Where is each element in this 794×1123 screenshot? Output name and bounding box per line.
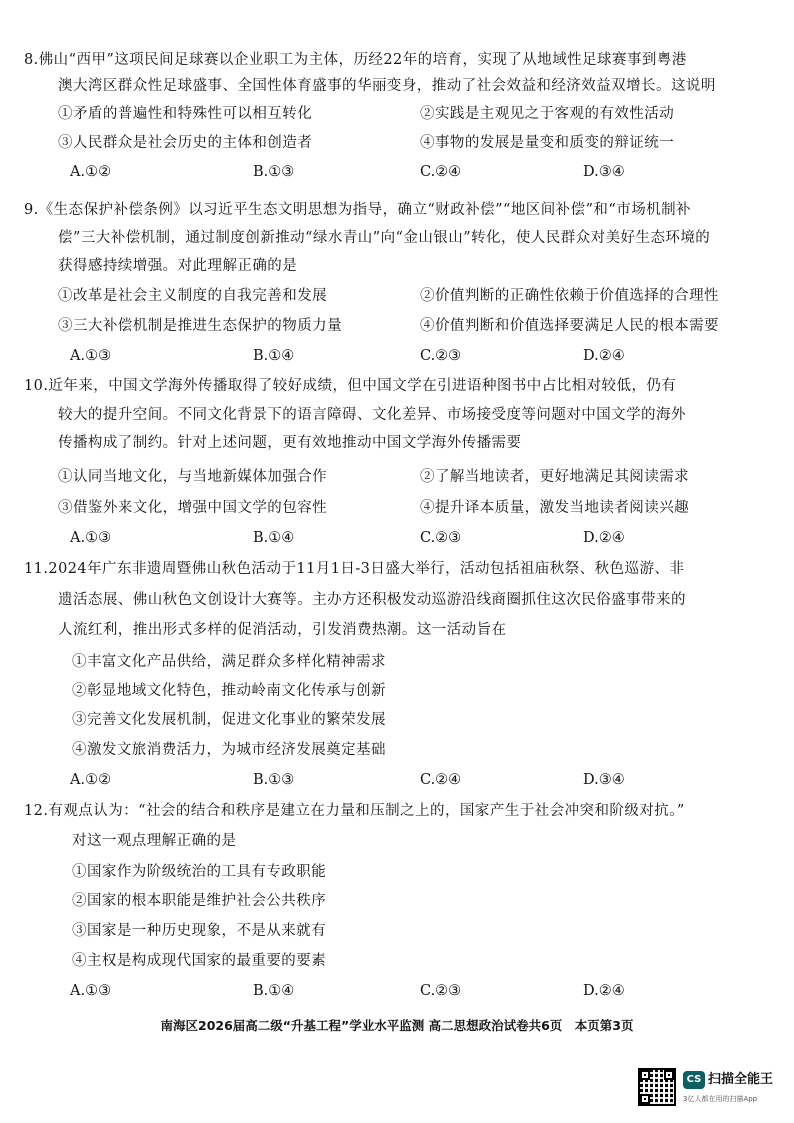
- question-11-stem-line-1: 11.2024年广东非遗周暨佛山秋色活动于11月1日-3日盛大举行，活动包括祖庙秋祭、秋色巡游、非: [24, 561, 685, 577]
- question-8-statement-2: ②实践是主观见之于客观的有效性活动: [420, 106, 675, 122]
- camscanner-app-name: 扫描全能王: [708, 1072, 774, 1087]
- question-9-stem-line-2: 偿”三大补偿机制，通过制度创新推动“绿水青山”向“金山银山”转化，使人民群众对美好生态环境的: [58, 230, 711, 246]
- qr-code-icon: [638, 1068, 676, 1106]
- question-12-option-a[interactable]: A.①③: [70, 983, 112, 999]
- question-12-statement-1: ①国家作为阶级统治的工具有专政职能: [72, 864, 327, 880]
- question-10-option-b[interactable]: B.①④: [253, 530, 295, 546]
- question-8-statement-4: ④事物的发展是量变和质变的辩证统一: [420, 135, 675, 151]
- question-12-statement-4: ④主权是构成现代国家的最重要的要素: [72, 953, 327, 969]
- question-12-statement-2: ②国家的根本职能是维护社会公共秩序: [72, 893, 327, 909]
- question-10-stem-line-1: 10.近年来，中国文学海外传播取得了较好成绩，但中国文学在引进语种图书中占比相对较低，仍有: [24, 378, 677, 394]
- question-10-option-a[interactable]: A.①③: [70, 530, 112, 546]
- question-9-stem-line-3: 获得感持续增强。对此理解正确的是: [58, 258, 298, 274]
- page-footer: 南海区2026届高二级“升基工程”学业水平监测 高二思想政治试卷共6页 本页第3页: [160, 1018, 634, 1033]
- question-9-statement-3: ③三大补偿机制是推进生态保护的物质力量: [58, 318, 343, 334]
- camscanner-logo: CS: [683, 1071, 705, 1089]
- question-12-stem-line-2: 对这一观点理解正确的是: [72, 833, 237, 849]
- question-10-option-c[interactable]: C.②③: [420, 530, 462, 546]
- question-8-stem-line-2: 澳大湾区群众性足球盛事、全国性体育盛事的华丽变身，推动了社会效益和经济效益双增长。这说明: [58, 78, 716, 94]
- question-11-statement-3: ③完善文化发展机制，促进文化事业的繁荣发展: [72, 712, 386, 728]
- question-11-option-a[interactable]: A.①②: [70, 772, 112, 788]
- question-10-statement-1: ①认同当地文化，与当地新媒体加强合作: [58, 469, 328, 485]
- question-9-stem-line-1: 9.《生态保护补偿条例》以习近平生态文明思想为指导，确立“财政补偿”“地区间补偿”和“市场机制补: [24, 202, 691, 218]
- question-11-statement-1: ①丰富文化产品供给，满足群众多样化精神需求: [72, 654, 386, 670]
- question-11-option-c[interactable]: C.②④: [420, 772, 462, 788]
- question-8-stem-line-1: 8.佛山“西甲”这项民间足球赛以企业职工为主体，历经22年的培育，实现了从地域性足球赛事到粤港: [24, 52, 687, 68]
- question-12-option-d[interactable]: D.②④: [583, 983, 625, 999]
- question-10-option-d[interactable]: D.②④: [583, 530, 625, 546]
- question-10-stem-line-3: 传播构成了制约。针对上述问题，更有效地推动中国文学海外传播需要: [58, 435, 522, 451]
- question-11-option-d[interactable]: D.③④: [583, 772, 625, 788]
- camscanner-slogan: 3亿人都在用的扫描App: [683, 1095, 758, 1103]
- question-11-statement-2: ②彰显地域文化特色，推动岭南文化传承与创新: [72, 683, 386, 699]
- question-8-statement-3: ③人民群众是社会历史的主体和创造者: [58, 135, 313, 151]
- question-8-option-b[interactable]: B.①③: [253, 164, 295, 180]
- question-10-statement-4: ④提升译本质量，激发当地读者阅读兴趣: [420, 500, 690, 516]
- question-8-option-d[interactable]: D.③④: [583, 164, 625, 180]
- question-9-option-a[interactable]: A.①③: [70, 348, 112, 364]
- question-11-statement-4: ④激发文旅消费活力，为城市经济发展奠定基础: [72, 742, 386, 758]
- question-10-statement-3: ③借鉴外来文化，增强中国文学的包容性: [58, 500, 328, 516]
- question-10-statement-2: ②了解当地读者，更好地满足其阅读需求: [420, 469, 690, 485]
- question-12-statement-3: ③国家是一种历史现象，不是从来就有: [72, 923, 327, 939]
- question-12-option-b[interactable]: B.①④: [253, 983, 295, 999]
- question-11-option-b[interactable]: B.①③: [253, 772, 295, 788]
- question-12-stem-line-1: 12.有观点认为：“社会的结合和秩序是建立在力量和压制之上的，国家产生于社会冲突和阶级对抗。”: [24, 803, 685, 819]
- question-8-statement-1: ①矛盾的普遍性和特殊性可以相互转化: [58, 106, 313, 122]
- question-8-option-a[interactable]: A.①②: [70, 164, 112, 180]
- question-9-option-b[interactable]: B.①④: [253, 348, 295, 364]
- question-9-statement-2: ②价值判断的正确性依赖于价值选择的合理性: [420, 288, 719, 304]
- question-9-option-d[interactable]: D.②④: [583, 348, 625, 364]
- question-8-option-c[interactable]: C.②④: [420, 164, 462, 180]
- question-12-option-c[interactable]: C.②③: [420, 983, 462, 999]
- question-9-statement-4: ④价值判断和价值选择要满足人民的根本需要: [420, 318, 719, 334]
- question-11-stem-line-2: 遗活态展、佛山秋色文创设计大赛等。主办方还积极发动巡游沿线商圈抓住这次民俗盛事带来的: [58, 592, 686, 608]
- question-9-statement-1: ①改革是社会主义制度的自我完善和发展: [58, 288, 328, 304]
- question-11-stem-line-3: 人流红利，推出形式多样的促消活动，引发消费热潮。这一活动旨在: [58, 622, 507, 638]
- question-9-option-c[interactable]: C.②③: [420, 348, 462, 364]
- question-10-stem-line-2: 较大的提升空间。不同文化背景下的语言障碍、文化差异、市场接受度等问题对中国文学的海外: [58, 407, 686, 423]
